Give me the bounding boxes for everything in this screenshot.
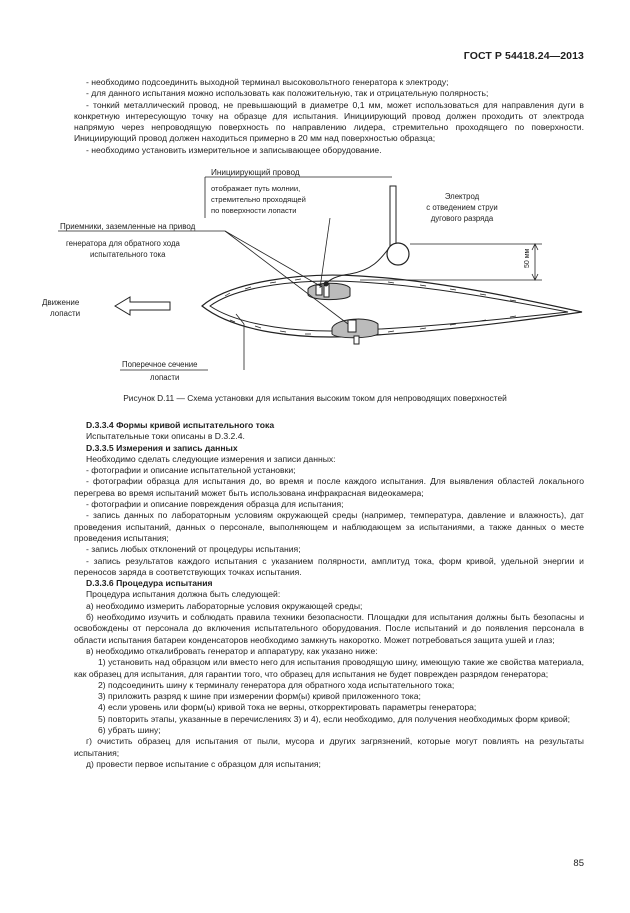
list-item: - фотографии и описание испытательной установки; <box>86 465 296 476</box>
dimension-label: 50 мм <box>524 248 531 268</box>
sub-list-item: 4) если уровень или форм(ы) кривой тока не верны, откорректировать параметры генератора; <box>98 702 477 713</box>
label-wire-title: Инициирующий провод <box>211 168 300 177</box>
list-item: - фотографии образца для испытания до, во время и после каждого испытания. Для выявления областей локального перегрева во время испытаний может быть использована инфракрасная видеокамера; <box>74 476 584 498</box>
body-sections <box>74 420 584 770</box>
blade-inner-skin <box>210 281 568 331</box>
list-item: а) необходимо измерить лабораторные условия окружающей среды; <box>86 600 363 611</box>
list-item: - запись любых отклонений от процедуры испытания; <box>86 544 301 555</box>
list-item: - запись данных по лабораторным условиям окружающей среды (например, температура, давление и влажность), дат проведения испытаний, данных о персонале, выполняющем и наблюдающем за испытаниями, а также данных о месте проведения испытания; <box>74 510 584 543</box>
page-number: 85 <box>573 858 584 869</box>
sub-list-item: 3) приложить разряд к шине при измерении форм(ы) кривой приложенного тока; <box>98 691 421 702</box>
label-cross-section: лопасти <box>150 373 180 382</box>
figure-d11-diagram <box>30 164 600 386</box>
section-heading: D.3.3.5 Измерения и запись данных <box>86 442 238 453</box>
sub-list-item: 2) подсоединить шину к терминалу генератора для обратного хода испытательного тока; <box>98 679 455 690</box>
sub-list-item: 6) убрать шину; <box>98 725 161 736</box>
list-item: - запись результатов каждого испытания с указанием полярности, амплитуд тока, форм кривой, удельной энергии и переносов заряда в соответствующих точках испытания. <box>74 555 584 577</box>
initiating-wire <box>326 248 389 284</box>
paragraph: Процедура испытания должна быть следующей: <box>86 589 281 600</box>
label-electrode: дугового разряда <box>430 214 494 223</box>
label-receptors-title: Приемники, заземленные на привод <box>60 222 196 231</box>
sub-list-item: 5) повторить этапы, указанные в перечислениях 3) и 4), если необходимо, для получения необходимых форм кривой; <box>98 713 571 724</box>
document-code-header: ГОСТ Р 54418.24—2013 <box>463 50 584 62</box>
list-item: г) очистить образец для испытания от пыли, мусора и других загрязнений, которые могут повлиять на результаты испытания; <box>74 736 584 758</box>
paragraph: Необходимо сделать следующие измерения и записи данных: <box>86 453 336 464</box>
blade-test-schematic <box>30 164 600 386</box>
intro-list <box>74 77 584 156</box>
list-item: - необходимо установить измерительное и записывающее оборудование. <box>86 144 382 155</box>
section-heading: D.3.3.6 Процедура испытания <box>86 578 213 589</box>
label-wire-line: по поверхности лопасти <box>211 206 297 215</box>
label-wire-line: отображает путь молнии, <box>211 184 301 193</box>
sub-list-item: 1) установить над образцом или вместо него для испытания проводящую шину, имеющую такие же свойства материала, как образец для испытания, для гарантии того, что образец для испытания не будет поврежден разрядом генератора; <box>74 657 584 679</box>
electrode-ball <box>387 243 409 265</box>
figure-caption: Рисунок D.11 — Схема установки для испытания высоким током для непроводящих поверхностей <box>123 393 507 403</box>
list-item: - фотографии и описание повреждения образца для испытания; <box>86 499 344 510</box>
label-electrode: с отведением струи <box>426 203 498 212</box>
list-item: - необходимо подсоединить выходной терминал высоковольтного генератора к электроду; <box>86 77 449 87</box>
label-wire-line: стремительно проходящей <box>211 195 306 204</box>
label-receptors-line: испытательного тока <box>90 250 166 259</box>
label-movement: лопасти <box>50 309 81 318</box>
section-heading: D.3.3.4 Формы кривой испытательного тока <box>86 420 275 430</box>
list-item: - тонкий металлический провод, не превышающий в диаметре 0,1 мм, может использоваться для направления дуги в конкретную интересующую точку на образце для испытания. Инициирующий провод должен проходить от электрода напрямую через непроводящую поверхность по направлению лидера, стремительно проходящего по поверхности. Инициирующий провод должен находиться примерно в 20 мм над поверхностью образца; <box>74 99 584 144</box>
label-receptors-line: генератора для обратного хода <box>66 239 180 248</box>
electrode-rod <box>390 186 396 246</box>
list-item: б) необходимо изучить и соблюдать правила техники безопасности. Площадки для испытания должны быть безопасны и освобождены от персонала до включения испытательного оборудования. После испытаний и до появления персонала в области испытания батареи конденсаторов необходимо замкнуть накоротко. Может потребоваться защита ушей и глаз; <box>74 612 584 645</box>
list-item: - для данного испытания можно использовать как положительную, так и отрицательную полярность; <box>86 88 489 99</box>
list-item: в) необходимо откалибровать генератор и аппаратуру, как указано ниже: <box>86 645 378 656</box>
paragraph: Испытательные токи описаны в D.3.2.4. <box>86 431 245 442</box>
label-movement: Движение <box>42 298 80 307</box>
label-electrode: Электрод <box>444 192 480 201</box>
label-cross-section: Поперечное сечение <box>122 360 198 369</box>
list-item: д) провести первое испытание с образцом для испытания; <box>86 758 321 769</box>
movement-arrow <box>115 297 170 315</box>
